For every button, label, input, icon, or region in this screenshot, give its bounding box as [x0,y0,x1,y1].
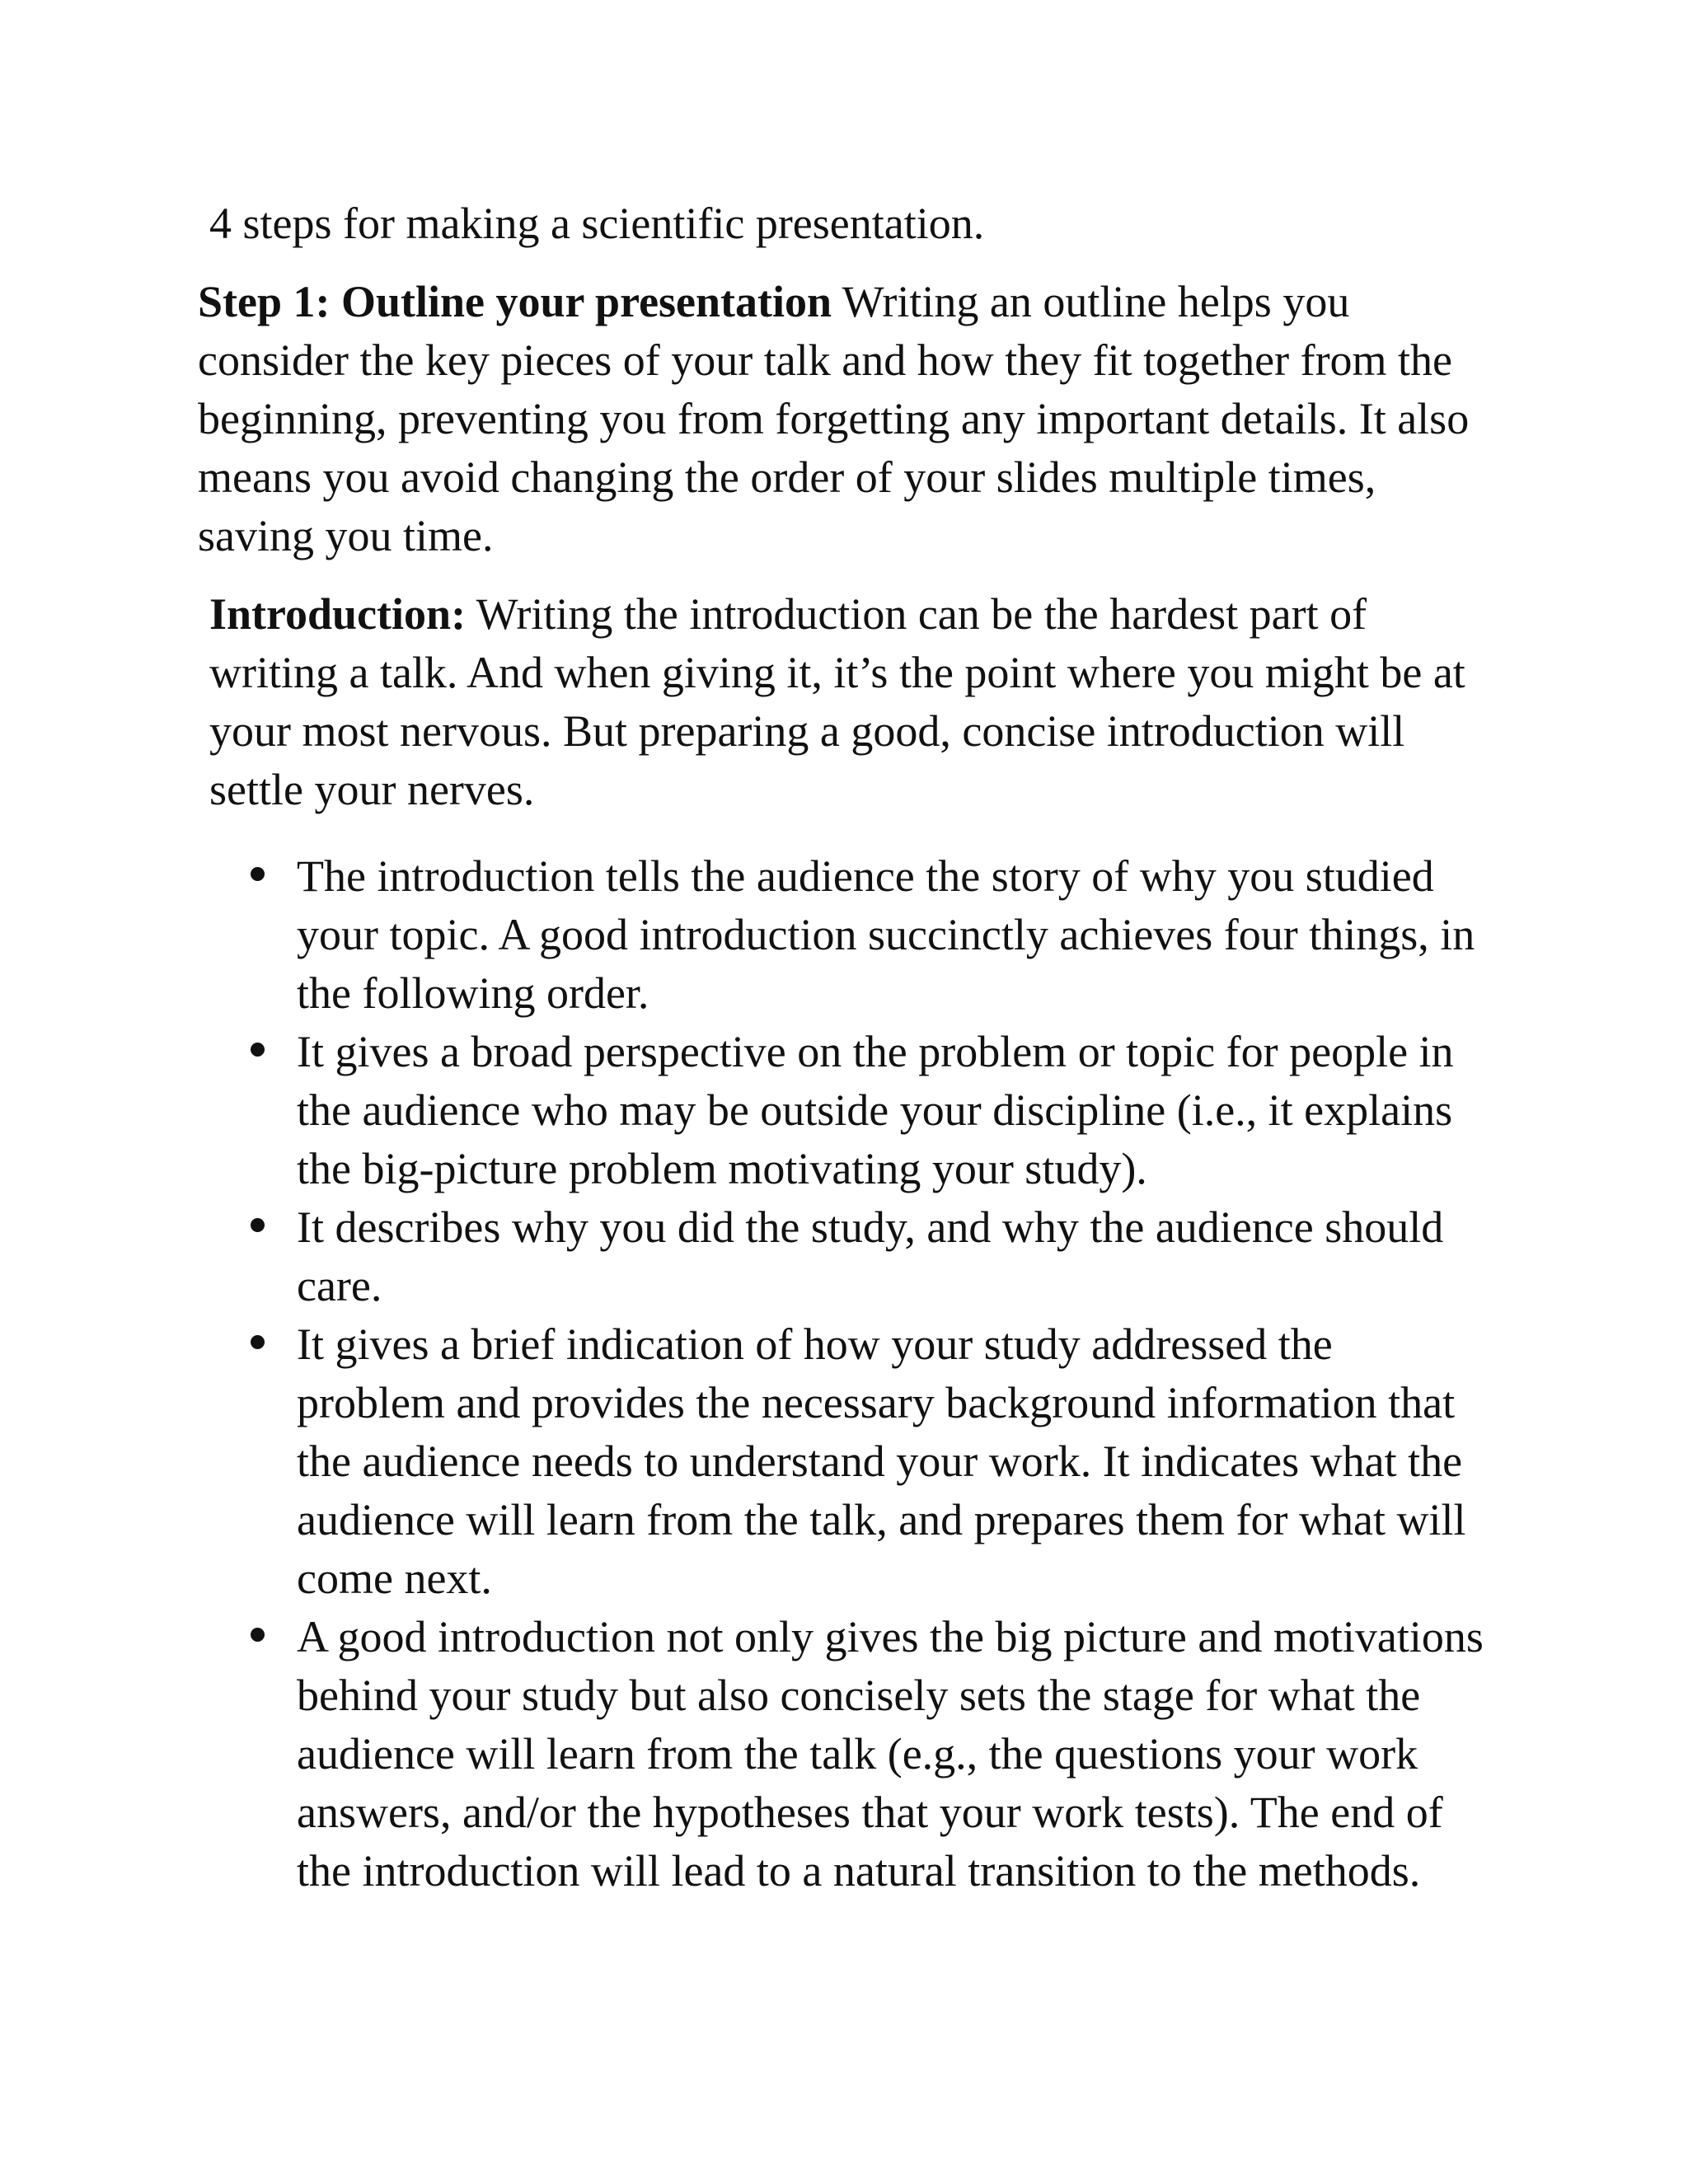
list-item [198,1023,1492,1198]
introduction-paragraph [198,585,1492,819]
step1-body: Writing an outline helps you consider the key pieces of your talk and how they fit together from the beginning, preventing you from forgetting any important details. It also means you avoid changing the order of your slides multiple times, saving you time. [198,277,1470,560]
list-item-text: It describes why you did the study, and why the audience should care. [297,1202,1444,1310]
document-body [198,194,1492,1900]
list-item [198,1608,1492,1900]
introduction-bullet-list [198,847,1492,1900]
introduction-heading: Introduction: [209,589,467,639]
bullet-icon [251,1218,265,1232]
bullet-icon [251,1043,265,1057]
list-item [198,1198,1492,1315]
bullet-icon [251,1335,265,1349]
list-item-text: It gives a brief indication of how your study addressed the problem and provides the necessary background information that the audience needs to understand your work. It indicates what the audience will learn from the talk, and prepares them for what will come next. [297,1319,1466,1603]
bullet-icon [251,867,265,881]
document-title: 4 steps for making a scientific presentation. [209,199,985,248]
introduction-body: Writing the introduction can be the hardest part of writing a talk. And when giving it, it’s the point where you might be at your most nervous. But preparing a good, concise introduction will settle your nerves. [209,589,1465,814]
list-item-text: It gives a broad perspective on the problem or topic for people in the audience who may be outside your discipline (i.e., it explains the big-picture problem motivating your study). [297,1027,1454,1193]
step1-heading: Step 1: Outline your presentation [198,277,832,326]
bullet-icon [251,1628,265,1642]
step1-paragraph [198,273,1492,565]
list-item [198,1315,1492,1608]
list-item-text: The introduction tells the audience the story of why you studied your topic. A good introduction succinctly achieves four things, in the following order. [297,851,1475,1018]
list-item [198,847,1492,1023]
list-item-text: A good introduction not only gives the big picture and motivations behind your study but also concisely sets the stage for what the audience will learn from the talk (e.g., the questions your work answers, and/or the hypotheses that your work tests). The end of the introduction will lead to a natural transition to the methods. [297,1612,1484,1896]
